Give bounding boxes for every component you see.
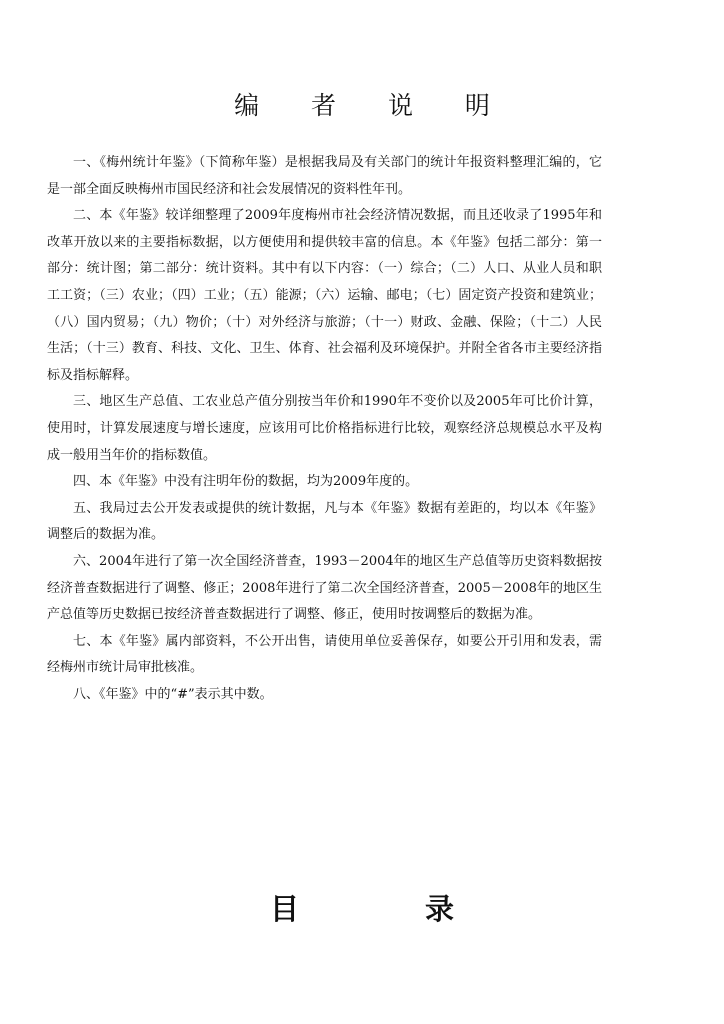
paragraph-6: 六、2004年进行了第一次全国经济普查，1993－2004年的地区生产总值等历史资料数据按经济普查数据进行了调整、修正；2008年进行了第二次全国经济普查，2005－2008年的地区生产总值等历史数据已按经济普查数据进行了调整、修正，使用时按调整后的数据为准。 bbox=[47, 553, 602, 623]
paragraph-5: 五、我局过去公开发表或提供的统计数据，凡与本《年鉴》数据有差距的，均以本《年鉴》调整后的数据为准。 bbox=[47, 500, 602, 543]
paragraph-1: 一、《梅州统计年鉴》（下简称年鉴）是根据我局及有关部门的统计年报资料整理汇编的，它是一部全面反映梅州市国民经济和社会发展情况的资料性年刊。 bbox=[47, 155, 602, 197]
paragraph-4: 四、本《年鉴》中没有注明年份的数据，均为2009年度的。 bbox=[73, 474, 419, 490]
page-title: 编 者 说 明 bbox=[234, 91, 512, 120]
paragraph-7: 七、本《年鉴》属内部资料，不公开出售，请使用单位妥善保存，如要公开引用和发表，需经梅州市统计局审批核准。 bbox=[47, 633, 602, 676]
paragraph-8: 八、《年鉴》中的“#”表示其中数。 bbox=[73, 686, 273, 702]
paragraph-2: 二、本《年鉴》较详细整理了2009年度梅州市社会经济情况数据，而且还收录了1995年和改革开放以来的主要指标数据，以方便使用和提供较丰富的信息。本《年鉴》包括二部分：第一部分：统计图；第二部分：统计资料。其中有以下内容：（一）综合；（二）人口、从业人员和职工工资；（三）农业；（四）工业；（五）能源；（六）运输、邮电；（七）固定资产投资和建筑业；（八）国内贸易；（九）物价；（十）对外经济与旅游；（十一）财政、金融、保险；（十二）人民生活；（十三）教育、科技、文化、卫生、体育、社会福利及环境保护。并附全省各市主要经济指标及指标解释。 bbox=[47, 208, 602, 383]
toc-title: 目 录 bbox=[269, 892, 513, 926]
editor-notes-body bbox=[47, 150, 602, 708]
paragraph-3: 三、地区生产总值、工农业总产值分别按当年价和1990年不变价以及2005年可比价计算，使用时，计算发展速度与增长速度，应该用可比价格指标进行比较，观察经济总规模总水平及构成一般用当年价的指标数值。 bbox=[47, 394, 602, 463]
